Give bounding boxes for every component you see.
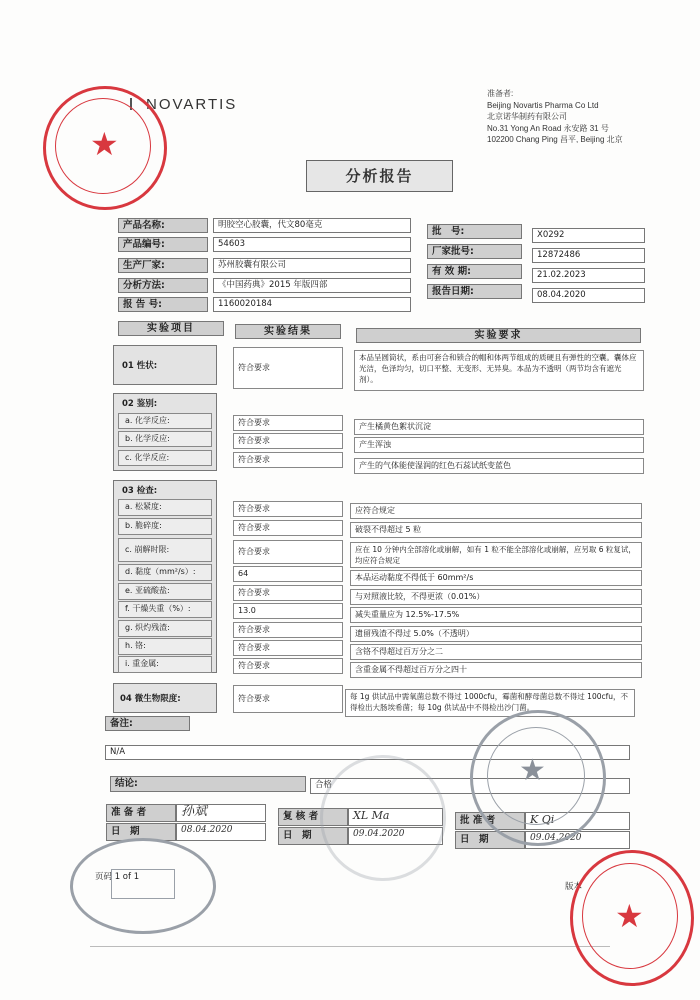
approved-signature-text: K Qi bbox=[530, 813, 555, 826]
identification-c-requirement: 产生的气体能使湿润的红色石蕊试纸变蓝色 bbox=[354, 458, 644, 474]
inspection-d-result: 64 bbox=[233, 566, 343, 582]
approved-date-text: 09.04.2020 bbox=[530, 833, 582, 843]
appearance-result: 符合要求 bbox=[233, 347, 343, 389]
prepared-date-text: 08.04.2020 bbox=[181, 825, 233, 835]
product-code-value: 54603 bbox=[213, 237, 411, 252]
microbial-result: 符合要求 bbox=[233, 685, 343, 713]
inspection-h-requirement: 含铬不得超过百万分之二 bbox=[350, 644, 642, 660]
inspection-b-requirement: 破裂不得超过 5 粒 bbox=[350, 522, 642, 538]
batch-value: X0292 bbox=[532, 228, 645, 243]
inspection-i-requirement: 含重金属不得超过百万分之四十 bbox=[350, 662, 642, 678]
approved-date-label: 日 期 bbox=[455, 831, 525, 849]
address-line: Beijing Novartis Pharma Co Ltd bbox=[487, 100, 599, 110]
batch-label: 批 号: bbox=[427, 224, 522, 239]
expiry-value: 21.02.2023 bbox=[532, 268, 645, 283]
report-date-value: 08.04.2020 bbox=[532, 288, 645, 303]
conclusion-value: 合格 bbox=[310, 778, 630, 794]
page-number: 页码 1 of 1 bbox=[95, 872, 140, 882]
report-date-label: 报告日期: bbox=[427, 284, 522, 299]
microbial-requirement: 每 1g 供试品中需氧菌总数不得过 1000cfu，霉菌和酵母菌总数不得过 100cfu，不得检出大肠埃希菌；每 10g 供试品中不得检出沙门菌。 bbox=[345, 689, 635, 717]
expiry-label: 有 效 期: bbox=[427, 264, 522, 279]
reviewed-signature-text: XL Ma bbox=[353, 809, 390, 822]
inspection-a-requirement: 应符合规定 bbox=[350, 503, 642, 519]
reviewed-by-label: 复 核 者 bbox=[278, 808, 348, 826]
footer-divider bbox=[90, 946, 610, 947]
reviewed-date-label: 日 期 bbox=[278, 827, 348, 845]
header-item: 实验项目 bbox=[118, 321, 224, 336]
inspection-f-label: f. 干燥失重（%）: bbox=[118, 601, 212, 618]
prepared-date bbox=[176, 823, 266, 841]
inspection-c-requirement: 应在 10 分钟内全部溶化或崩解，如有 1 粒不能全部溶化或崩解，应另取 6 粒复试，均应符合规定 bbox=[350, 542, 642, 568]
inspection-e-label: e. 亚硫酸盐: bbox=[118, 583, 212, 600]
inspection-e-result: 符合要求 bbox=[233, 585, 343, 601]
identification-a-label: a. 化学反应: bbox=[118, 413, 212, 429]
identification-a-requirement: 产生橘黄色絮状沉淀 bbox=[354, 419, 644, 435]
inspection-e-requirement: 与对照液比较，不得更浓（0.01%） bbox=[350, 589, 642, 605]
red-stamp-top-left: ★ bbox=[43, 86, 167, 210]
method-value: 《中国药典》2015 年版四部 bbox=[213, 278, 411, 293]
inspection-h-label: h. 铬: bbox=[118, 638, 212, 655]
inspection-f-result: 13.0 bbox=[233, 603, 343, 619]
method-label: 分析方法: bbox=[118, 278, 208, 293]
identification-c-result: 符合要求 bbox=[233, 452, 343, 468]
conclusion-label: 结论: bbox=[110, 776, 306, 792]
faint-stamp-center bbox=[320, 755, 446, 881]
grey-stamp-qa: ★ bbox=[470, 710, 606, 846]
identification-c-label: c. 化学反应: bbox=[118, 450, 212, 466]
grey-stamp-novartis-seal bbox=[70, 838, 216, 934]
novartis-logo: NOVARTIS bbox=[130, 96, 237, 113]
microbial-group bbox=[113, 683, 217, 713]
address-line: 北京诺华制药有限公司 bbox=[487, 112, 567, 121]
appearance-requirement: 本品呈圆筒状，系由可套合和锁合的帽和体两节组成的质硬且有弹性的空囊。囊体应光洁，色泽均匀，切口平整、无变形、无异臭。本品为不透明（两节均含有遮光剂）。 bbox=[354, 350, 644, 391]
inspection-b-result: 符合要求 bbox=[233, 520, 343, 536]
manufacturer-label: 生产厂家: bbox=[118, 258, 208, 273]
address-line: 102200 Chang Ping 昌平, Beijing 北京 bbox=[487, 135, 623, 144]
identification-b-requirement: 产生浑浊 bbox=[354, 437, 644, 453]
product-name-label: 产品名称: bbox=[118, 218, 208, 233]
identification-label: 02 鉴别: bbox=[122, 399, 158, 409]
prepared-signature-text: 孙斌 bbox=[181, 804, 208, 819]
inspection-g-requirement: 遗留残渣不得过 5.0%（不透明） bbox=[350, 626, 642, 642]
remarks-label: 备注: bbox=[105, 716, 190, 731]
header-requirement: 实验要求 bbox=[356, 328, 641, 343]
identification-b-result: 符合要求 bbox=[233, 433, 343, 449]
address-label: 准备者: bbox=[487, 89, 514, 98]
report-no-value: 1160020184 bbox=[213, 297, 411, 312]
remarks-value: N/A bbox=[105, 745, 630, 760]
inspection-i-label: i. 重金属: bbox=[118, 656, 212, 673]
microbial-label: 04 微生物限度: bbox=[120, 694, 181, 704]
mfr-batch-value: 12872486 bbox=[532, 248, 645, 263]
identification-b-label: b. 化学反应: bbox=[118, 431, 212, 447]
prepared-by-signature bbox=[176, 804, 266, 822]
report-title: 分析报告 bbox=[306, 160, 453, 192]
inspection-i-result: 符合要求 bbox=[233, 658, 343, 674]
address-block bbox=[487, 88, 623, 146]
report-no-label: 报 告 号: bbox=[118, 297, 208, 312]
prepared-date-label: 日 期 bbox=[106, 823, 176, 841]
mfr-batch-label: 厂家批号: bbox=[427, 244, 522, 259]
header-result: 实验结果 bbox=[235, 324, 341, 339]
red-stamp-bottom-right: ★ bbox=[570, 850, 694, 986]
inspection-a-label: a. 松紧度: bbox=[118, 499, 212, 516]
inspection-d-requirement: 本品运动黏度不得低于 60mm²/s bbox=[350, 570, 642, 586]
manufacturer-value: 苏州胶囊有限公司 bbox=[213, 258, 411, 273]
version-label: 版本 bbox=[565, 882, 583, 892]
inspection-a-result: 符合要求 bbox=[233, 501, 343, 517]
appearance-group bbox=[113, 345, 217, 385]
prepared-by-label: 准 备 者 bbox=[106, 804, 176, 822]
address-line: No.31 Yong An Road 永安路 31 号 bbox=[487, 123, 609, 133]
inspection-g-label: g. 炽灼残渣: bbox=[118, 620, 212, 637]
inspection-f-requirement: 减失重量应为 12.5%-17.5% bbox=[350, 607, 642, 623]
inspection-d-label: d. 黏度（mm²/s）: bbox=[118, 564, 212, 581]
inspection-b-label: b. 脆碎度: bbox=[118, 518, 212, 535]
identification-a-result: 符合要求 bbox=[233, 415, 343, 431]
inspection-label: 03 检查: bbox=[122, 486, 158, 496]
approved-by-label: 批 准 者 bbox=[455, 812, 525, 830]
inspection-h-result: 符合要求 bbox=[233, 640, 343, 656]
appearance-label: 01 性状: bbox=[122, 361, 158, 371]
inspection-c-label: c. 崩解时限: bbox=[118, 538, 212, 562]
inspection-c-result: 符合要求 bbox=[233, 540, 343, 564]
product-name-value: 明胶空心胶囊，代文80毫克 bbox=[213, 218, 411, 233]
product-code-label: 产品编号: bbox=[118, 237, 208, 252]
reviewed-date-text: 09.04.2020 bbox=[353, 829, 405, 839]
inspection-g-result: 符合要求 bbox=[233, 622, 343, 638]
